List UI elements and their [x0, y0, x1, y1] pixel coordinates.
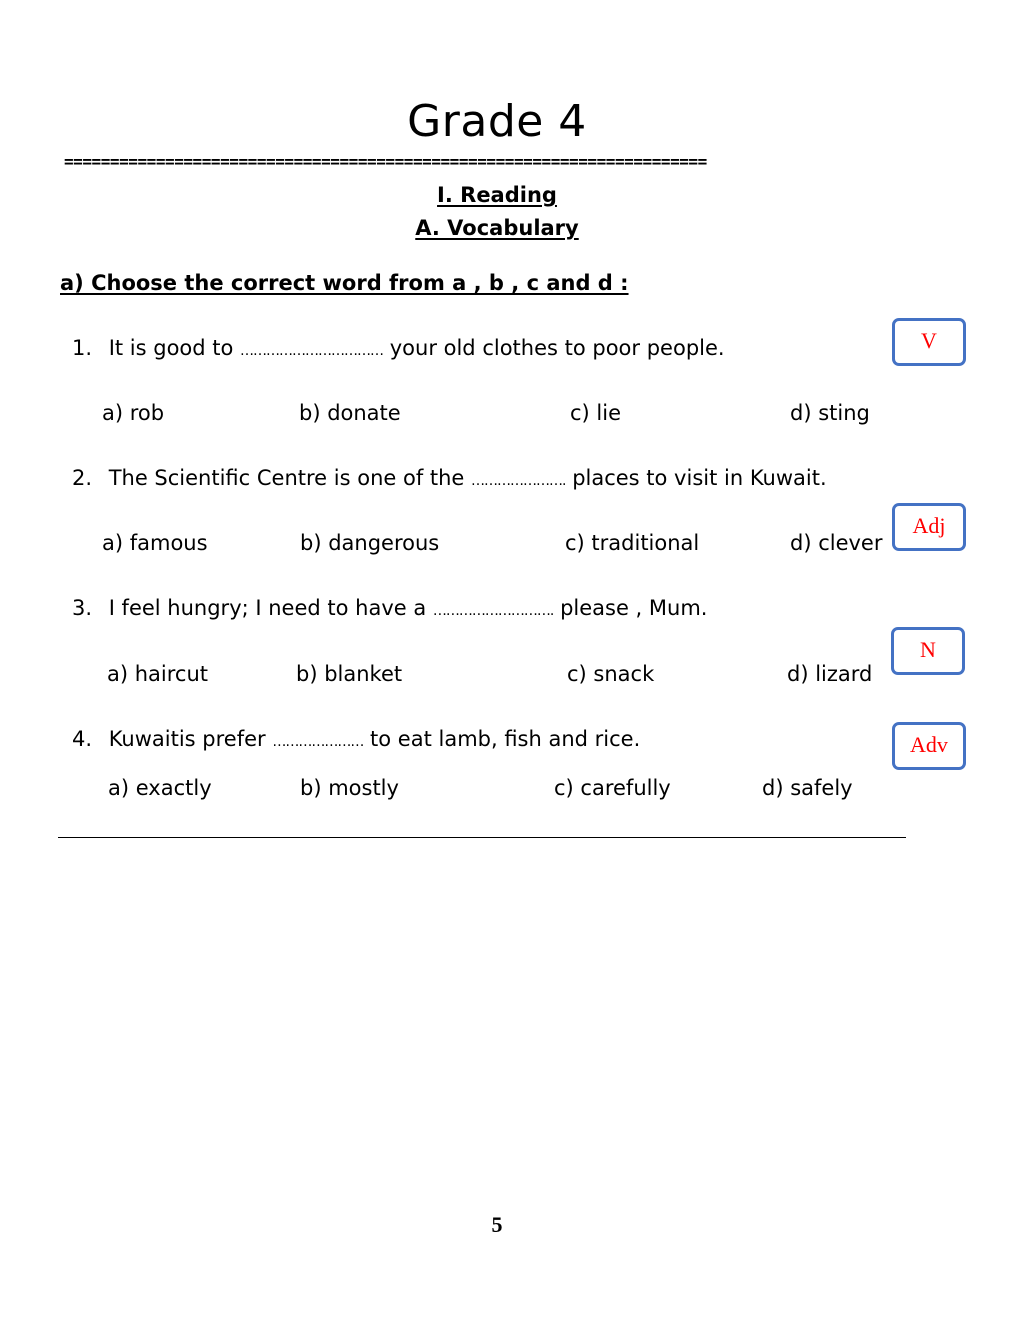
question-text-after: to eat lamb, fish and rice. [370, 727, 641, 751]
question-text-after: please , Mum. [560, 596, 708, 620]
word-class-tag-noun: N [891, 627, 965, 675]
answer-blank: ………………………. [432, 603, 554, 619]
option-a: a) haircut [107, 662, 209, 686]
horizontal-divider [58, 837, 906, 838]
answer-blank: …………………. [471, 473, 566, 489]
option-a: a) famous [102, 531, 208, 555]
option-b: b) donate [299, 401, 401, 425]
page-number: 5 [491, 1212, 503, 1237]
instruction-text: a) Choose the correct word from a , b , c and d : [60, 271, 629, 295]
question-3 [72, 596, 707, 620]
question-number: 2. [72, 466, 93, 490]
answer-blank: …………………………… [240, 343, 384, 359]
word-class-tag-adverb: Adv [892, 722, 966, 770]
separator-rule: ====================================================================== [64, 152, 707, 171]
question-text-before: Kuwaitis prefer [108, 727, 266, 751]
section-heading: I. Reading [437, 183, 557, 207]
question-text-after: places to visit in Kuwait. [572, 466, 827, 490]
question-number: 3. [72, 596, 93, 620]
option-b: b) mostly [300, 776, 399, 800]
question-text-before: It is good to [108, 336, 234, 360]
question-number: 1. [72, 336, 93, 360]
word-class-tag-verb: V [892, 318, 966, 366]
question-number: 4. [72, 727, 93, 751]
option-c: c) lie [570, 401, 622, 425]
option-b: b) blanket [296, 662, 403, 686]
question-4 [72, 727, 640, 751]
word-class-tag-adjective: Adj [892, 503, 966, 551]
option-c: c) carefully [554, 776, 671, 800]
question-2 [72, 466, 827, 490]
option-d: d) sting [790, 401, 870, 425]
question-text-before: The Scientific Centre is one of the [108, 466, 465, 490]
option-c: c) snack [567, 662, 655, 686]
question-text-before: I feel hungry; I need to have a [108, 596, 427, 620]
option-d: d) safely [762, 776, 853, 800]
answer-blank: ………………… [272, 734, 364, 750]
question-text-after: your old clothes to poor people. [389, 336, 725, 360]
question-1 [72, 336, 725, 360]
subsection-heading: A. Vocabulary [415, 216, 579, 240]
option-b: b) dangerous [300, 531, 440, 555]
option-c: c) traditional [565, 531, 700, 555]
option-a: a) exactly [108, 776, 212, 800]
option-d: d) clever [790, 531, 883, 555]
page-title: Grade 4 [407, 96, 587, 147]
option-d: d) lizard [787, 662, 873, 686]
option-a: a) rob [102, 401, 165, 425]
